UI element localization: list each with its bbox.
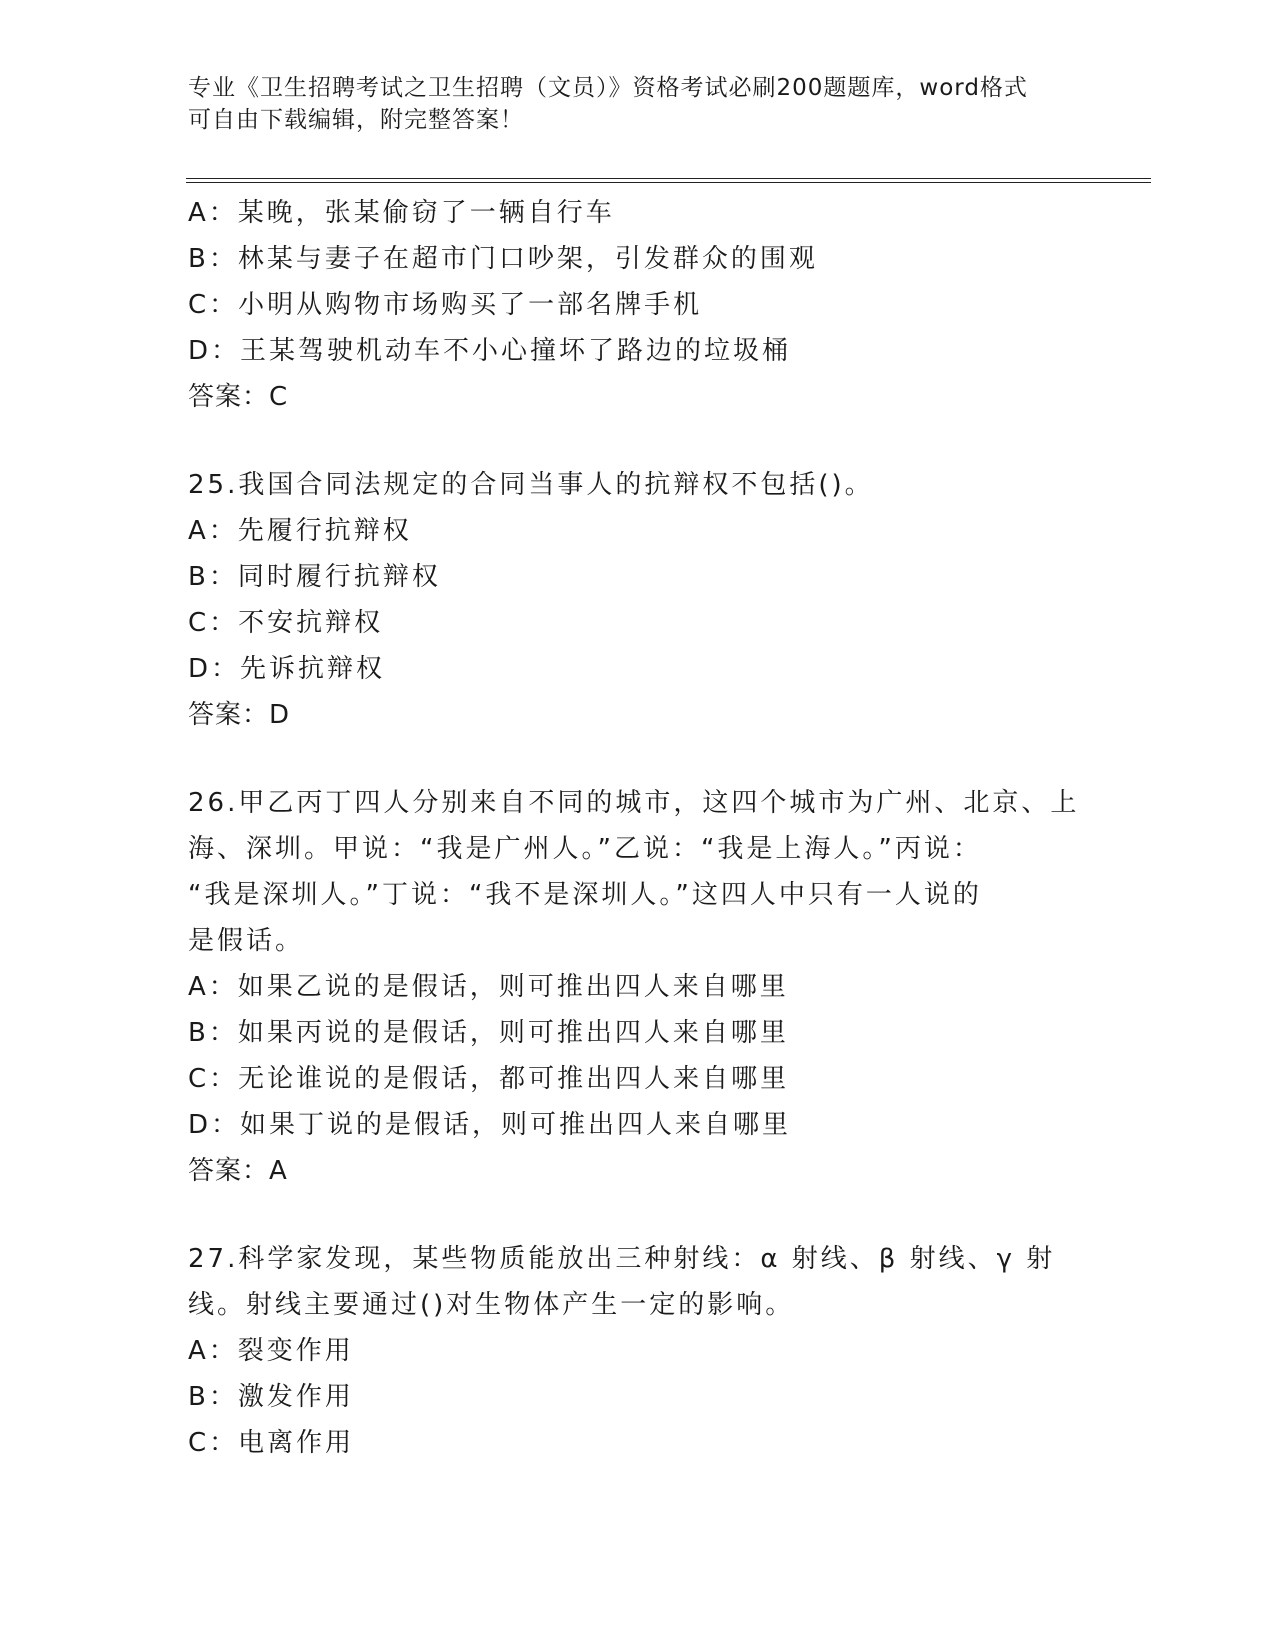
option-d: D：王某驾驶机动车不小心撞坏了路边的垃圾桶	[188, 336, 792, 366]
option-c: C：电离作用	[188, 1428, 355, 1458]
question-25	[188, 462, 1088, 738]
question-spacer	[188, 420, 1088, 462]
option-a: A：裂变作用	[188, 1336, 354, 1366]
option-d: D：先诉抗辩权	[188, 654, 386, 684]
option-d: D：如果丁说的是假话，则可推出四人来自哪里	[188, 1110, 792, 1140]
page-header	[188, 72, 1068, 136]
option-c: C：无论谁说的是假话，都可推出四人来自哪里	[188, 1064, 790, 1094]
option-a: A：某晚，张某偷窃了一辆自行车	[188, 198, 615, 228]
question-24	[188, 190, 1088, 420]
answer-line: 答案：D	[188, 700, 291, 730]
question-stem-line-1: 27.科学家发现，某些物质能放出三种射线：α 射线、β 射线、γ 射	[188, 1244, 1056, 1274]
question-stem: 25.我国合同法规定的合同当事人的抗辩权不包括()。	[188, 470, 874, 500]
option-a: A：先履行抗辩权	[188, 516, 412, 546]
question-stem-line-2: 海、深圳。甲说：“我是广州人。”乙说：“我是上海人。”丙说：	[188, 834, 982, 864]
question-stem-line-2: 线。射线主要通过()对生物体产生一定的影响。	[188, 1290, 795, 1320]
question-stem-line-1: 26.甲乙丙丁四人分别来自不同的城市，这四个城市为广州、北京、上	[188, 788, 1080, 818]
answer-line: 答案：C	[188, 382, 289, 412]
answer-line: 答案：A	[188, 1156, 288, 1186]
question-27	[188, 1236, 1088, 1466]
question-stem-line-4: 是假话。	[188, 926, 305, 956]
header-title-line-1: 专业《卫生招聘考试之卫生招聘（文员）》资格考试必刷200题题库，word格式	[188, 75, 1028, 101]
option-b: B：如果丙说的是假话，则可推出四人来自哪里	[188, 1018, 789, 1048]
option-b: B：林某与妻子在超市门口吵架，引发群众的围观	[188, 244, 818, 274]
question-26	[188, 780, 1088, 1194]
option-b: B：激发作用	[188, 1382, 354, 1412]
option-a: A：如果乙说的是假话，则可推出四人来自哪里	[188, 972, 789, 1002]
option-c: C：不安抗辩权	[188, 608, 384, 638]
header-title-line-2: 可自由下载编辑，附完整答案！	[188, 107, 524, 133]
question-list	[188, 190, 1088, 1466]
question-stem-line-3: “我是深圳人。”丁说：“我不是深圳人。”这四人中只有一人说的	[188, 880, 982, 910]
header-divider-top	[186, 178, 1151, 179]
header-divider-bottom	[186, 182, 1151, 183]
question-spacer	[188, 1194, 1088, 1236]
option-c: C：小明从购物市场购买了一部名牌手机	[188, 290, 703, 320]
option-b: B：同时履行抗辩权	[188, 562, 441, 592]
question-spacer	[188, 738, 1088, 780]
